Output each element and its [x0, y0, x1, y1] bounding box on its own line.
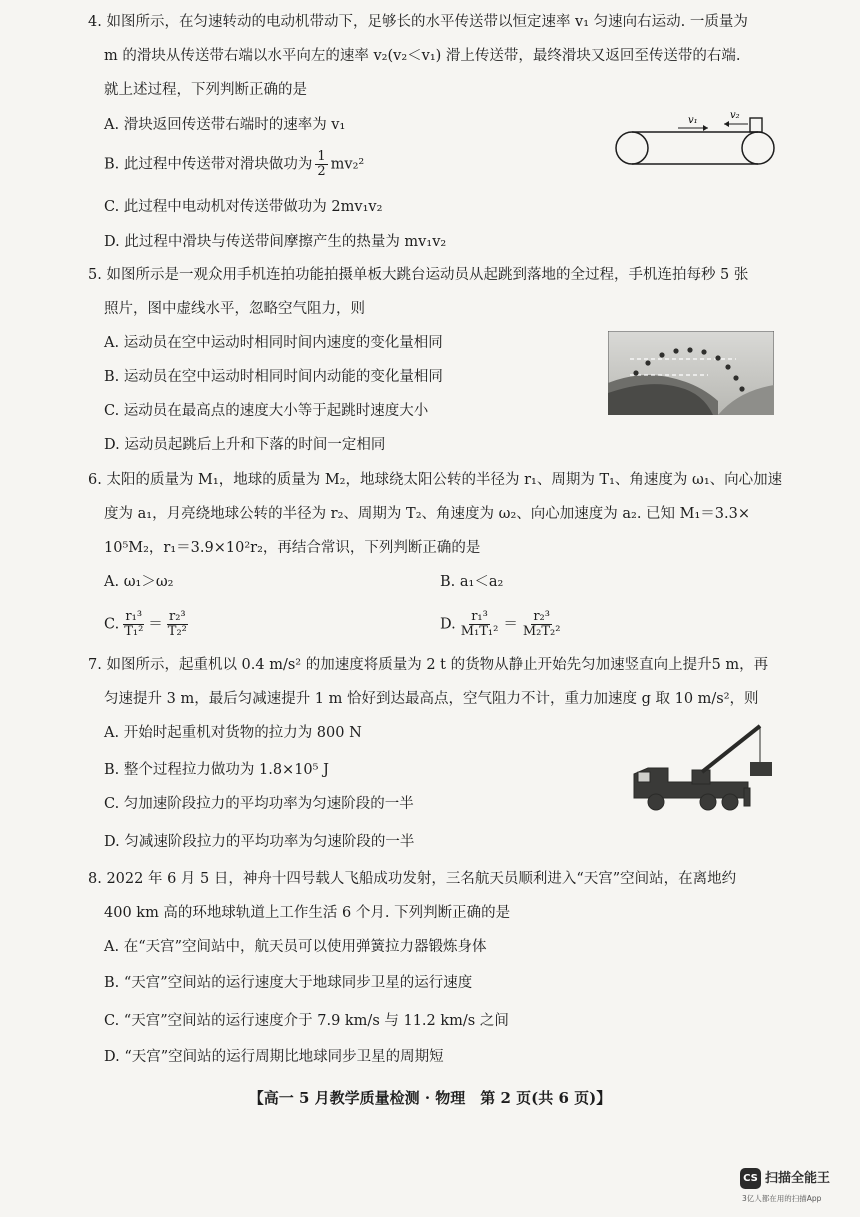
q5-option-d: D. 运动员起跳后上升和下落的时间一定相同	[104, 437, 386, 453]
q6-option-c	[104, 610, 192, 639]
q6-option-d-frac1	[459, 610, 501, 639]
front-wheel	[648, 794, 664, 810]
q6-option-d-den2: M₂T₂²	[522, 624, 561, 639]
q4-stem-line3: 就上述过程，下列判断正确的是	[104, 82, 307, 98]
q7-stem-line2: 匀速提升 3 m，最后匀减速提升 1 m 恰好到达最高点，空气阻力不计，重力加速度 g 取 10 m/s²，则	[104, 691, 759, 707]
cargo-block	[750, 762, 772, 776]
q4-option-b-den: 2	[317, 164, 326, 179]
rear-wheel	[722, 794, 738, 810]
q6-stem-line1: 6. 太阳的质量为 M₁，地球的质量为 M₂，地球绕太阳公转的半径为 r₁、周期为 T₁、角速度为 ω₁、向心加速	[88, 472, 783, 488]
crane-cab	[692, 770, 710, 784]
q8-option-b: B. “天宫”空间站的运行速度大于地球同步卫星的运行速度	[104, 975, 473, 991]
q4-stem-line1: 4. 如图所示，在匀速转动的电动机带动下，足够长的水平传送带以恒定速率 v₁ 匀速向右运动. 一质量为	[88, 14, 748, 30]
truck-window	[638, 772, 650, 782]
q8-stem-line1: 8. 2022 年 6 月 5 日，神舟十四号载人飞船成功发射，三名航天员顺利进入“天宫”空间站，在离地约	[88, 871, 737, 887]
page-footer: 【高一 5 月教学质量检测 · 物理 第 2 页(共 6 页)】	[248, 1089, 612, 1107]
q7-option-c: C. 匀加速阶段拉力的平均功率为匀速阶段的一半	[104, 796, 414, 812]
q6-option-d-num1: r₁³	[471, 609, 488, 624]
q4-option-d: D. 此过程中滑块与传送带间摩擦产生的热量为 mv₁v₂	[104, 234, 447, 250]
q7-option-a: A. 开始时起重机对货物的拉力为 800 N	[104, 725, 362, 741]
q5-stem-line1: 5. 如图所示是一观众用手机连拍功能拍摄单板大跳台运动员从起跳到落地的全过程，手机连拍每秒 5 张	[88, 267, 749, 283]
q5-option-b: B. 运动员在空中运动时相同时间内动能的变化量相同	[104, 369, 443, 385]
q4-option-b	[104, 150, 364, 179]
crane-truck-figure	[628, 716, 780, 816]
camscanner-name: 扫描全能王	[765, 1171, 831, 1186]
conveyor-belt-figure	[612, 108, 782, 170]
q7-option-d: D. 匀减速阶段拉力的平均功率为匀速阶段的一半	[104, 834, 415, 850]
q6-option-d	[440, 610, 565, 639]
q4-option-b-suffix: mv₂²	[330, 156, 365, 173]
q4-option-b-prefix: B. 此过程中传送带对滑块做功为	[104, 156, 313, 173]
q4-stem-line2: m 的滑块从传送带右端以水平向左的速率 v₂(v₂＜v₁) 滑上传送带，最终滑块又返回至传送带的右端.	[104, 48, 741, 64]
q6-option-c-label: C.	[104, 616, 120, 633]
q7-stem-line1: 7. 如图所示，起重机以 0.4 m/s² 的加速度将质量为 2 t 的货物从静止开始先匀加速竖直向上提升5 m，再	[88, 657, 769, 673]
q4-option-a: A. 滑块返回传送带右端时的速率为 v₁	[104, 117, 346, 133]
q6-option-b: B. a₁＜a₂	[440, 574, 504, 590]
q4-option-b-num: 1	[317, 149, 326, 164]
q6-option-c-den1: T₁²	[124, 624, 144, 639]
q6-option-c-equals: ＝	[148, 616, 163, 633]
v2-label: v₂	[730, 110, 740, 121]
q6-option-c-num1: r₁³	[125, 609, 143, 624]
right-roller	[742, 132, 774, 164]
q6-option-d-frac2	[521, 610, 563, 639]
slider-block	[750, 118, 762, 132]
q8-option-c: C. “天宫”空间站的运行速度介于 7.9 km/s 与 11.2 km/s 之间	[104, 1013, 509, 1029]
camscanner-tagline: 3亿人都在用的扫描App	[742, 1194, 822, 1203]
q6-option-a: A. ω₁＞ω₂	[104, 574, 174, 590]
snowboard-jump-photo	[608, 331, 774, 415]
q5-option-a: A. 运动员在空中运动时相同时间内速度的变化量相同	[104, 335, 443, 351]
truck-body	[634, 768, 748, 798]
q5-stem-line2: 照片，图中虚线水平，忽略空气阻力，则	[104, 301, 365, 317]
q6-option-d-num2: r₂³	[533, 609, 550, 624]
q6-stem-line2: 度为 a₁，月亮绕地球公转的半径为 r₂、周期为 T₂、角速度为 ω₂、向心加速度为 a₂. 已知 M₁＝3.3×	[104, 506, 751, 522]
q6-option-c-num2: r₂³	[169, 609, 186, 624]
q8-option-a: A. 在“天宫”空间站中，航天员可以使用弹簧拉力器锻炼身体	[104, 939, 487, 955]
left-roller	[616, 132, 648, 164]
q6-option-d-label: D.	[440, 616, 456, 633]
q6-option-c-frac2	[166, 610, 189, 639]
middle-wheel	[700, 794, 716, 810]
q8-stem-line2: 400 km 高的环地球轨道上工作生活 6 个月. 下列判断正确的是	[104, 905, 511, 921]
q8-option-d: D. “天宫”空间站的运行周期比地球同步卫星的周期短	[104, 1049, 444, 1065]
q4-option-b-fraction	[315, 150, 327, 179]
q4-option-c: C. 此过程中电动机对传送带做功为 2mv₁v₂	[104, 199, 383, 215]
q6-option-d-den1: M₁T₁²	[460, 624, 499, 639]
q5-option-c: C. 运动员在最高点的速度大小等于起跳时速度大小	[104, 403, 429, 419]
v1-label: v₁	[688, 115, 698, 126]
q6-option-d-equals: ＝	[503, 616, 518, 633]
q6-stem-line3: 10⁵M₂，r₁＝3.9×10²r₂，再结合常识，下列判断正确的是	[104, 540, 481, 556]
q6-option-c-frac1	[122, 610, 145, 639]
outrigger	[744, 788, 750, 806]
camscanner-logo-icon: CS	[740, 1168, 761, 1189]
q7-option-b: B. 整个过程拉力做功为 1.8×10⁵ J	[104, 762, 329, 778]
q6-option-c-den2: T₂²	[167, 624, 187, 639]
